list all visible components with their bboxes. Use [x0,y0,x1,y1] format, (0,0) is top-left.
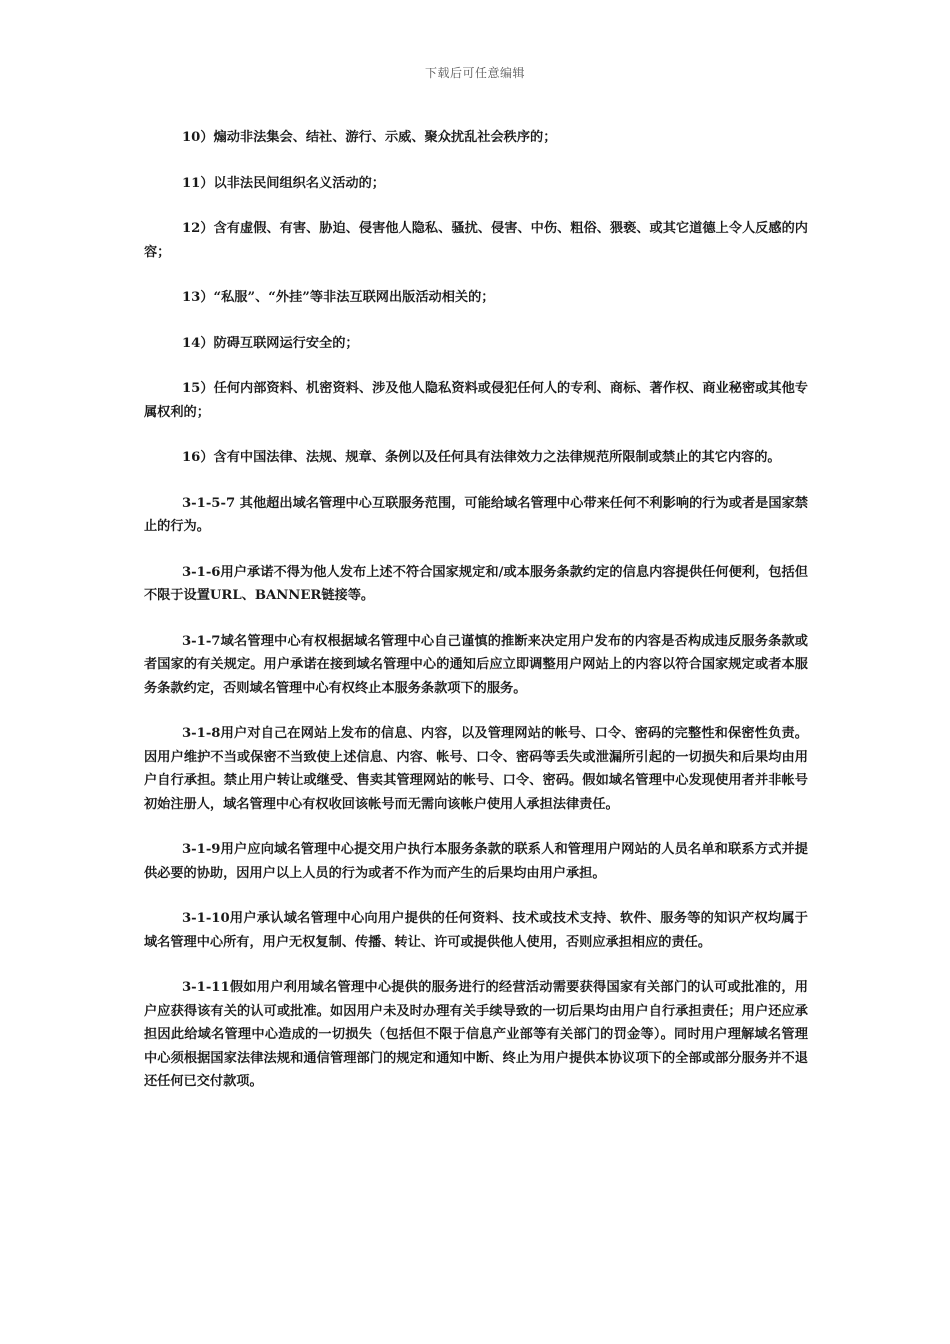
paragraph: 3-1-5-7 其他超出域名管理中心互联服务范围，可能给域名管理中心带来任何不利影响的行为或者是国家禁止的行为。 [144,495,808,534]
paragraph: 16）含有中国法律、法规、规章、条例以及任何具有法律效力之法律规范所限制或禁止的其它内容的。 [182,450,781,465]
paragraph: 3-1-11假如用户利用域名管理中心提供的服务进行的经营活动需要获得国家有关部门的认可或批准的，用户应获得该有关的认可或批准。如因用户未及时办理有关手续导致的一切后果均由用户自行承担责任；用户还应承担因此给域名管理中心造成的一切损失（包括但不限于信息产业部等有关部门的罚金等）。同时用户理解域名管理中心须根据国家法律法规和通信管理部门的规定和通知中断、终止为用户提供本协议项下的全部或部分服务并不退还任何已交付款项。 [144,980,808,1089]
paragraph: 13）“私服”、“外挂”等非法互联网出版活动相关的； [182,290,495,305]
paragraph: 3-1-6用户承诺不得为他人发布上述不符合国家规定和/或本服务条款约定的信息内容提供任何便利，包括但不限于设置URL、BANNER链接等。 [144,564,808,603]
paragraph: 15）任何内部资料、机密资料、涉及他人隐私资料或侵犯任何人的专利、商标、著作权、商业秘密或其他专属权利的； [144,381,808,420]
paragraph: 12）含有虚假、有害、胁迫、侵害他人隐私、骚扰、侵害、中伤、粗俗、猥亵、或其它道德上令人反感的内容； [144,221,808,260]
paragraph: 3-1-8用户对自己在网站上发布的信息、内容，以及管理网站的帐号、口令、密码的完整性和保密性负责。因用户维护不当或保密不当致使上述信息、内容、帐号、口令、密码等丢失或泄漏所引起的一切损失和后果均由用户自行承担。禁止用户转让或继受、售卖其管理网站的帐号、口令、密码。假如域名管理中心发现使用者并非帐号初始注册人，域名管理中心有权收回该帐号而无需向该帐户使用人承担法律责任。 [144,726,808,812]
paragraph: 3-1-9用户应向域名管理中心提交用户执行本服务条款的联系人和管理用户网站的人员名单和联系方式并提供必要的协助，因用户以上人员的行为或者不作为而产生的后果均由用户承担。 [144,842,808,881]
paragraph: 3-1-7域名管理中心有权根据域名管理中心自己谨慎的推断来决定用户发布的内容是否构成违反服务条款或者国家的有关规定。用户承诺在接到域名管理中心的通知后应立即调整用户网站上的内容以符合国家规定或者本服务条款约定，否则域名管理中心有权终止本服务条款项下的服务。 [144,633,808,696]
page-header: 下载后可任意编辑 [424,66,525,80]
paragraph: 3-1-10用户承认域名管理中心向用户提供的任何资料、技术或技术支持、软件、服务等的知识产权均属于域名管理中心所有，用户无权复制、传播、转让、许可或提供他人使用，否则应承担相应的责任。 [144,911,808,950]
paragraph: 14）防碍互联网运行安全的； [182,335,359,351]
document-body [144,126,808,1116]
paragraph: 10）煽动非法集会、结社、游行、示威、聚众扰乱社会秩序的； [182,130,557,145]
paragraph: 11）以非法民间组织名义活动的； [182,175,385,191]
